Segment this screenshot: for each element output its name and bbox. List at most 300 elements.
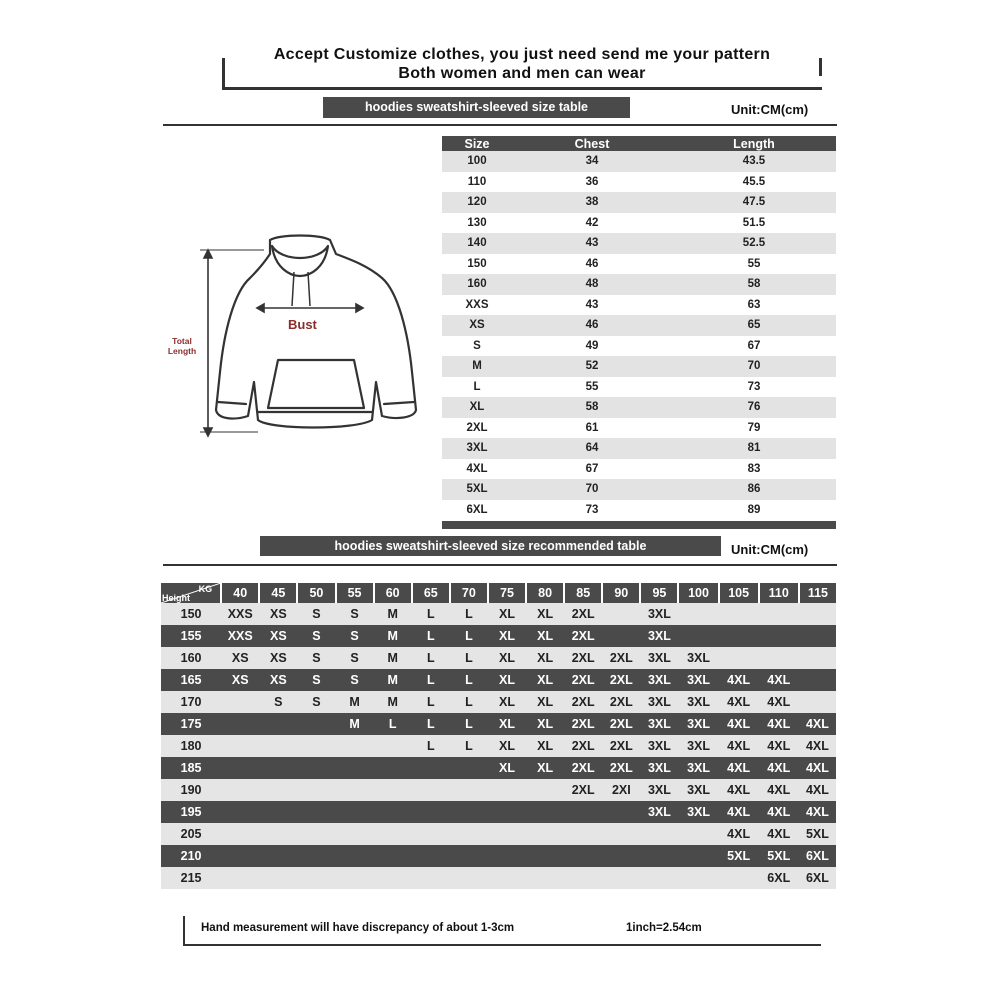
size-recommendation-cell bbox=[221, 801, 259, 823]
height-cell: 185 bbox=[161, 757, 221, 779]
size-cell: 5XL bbox=[466, 483, 488, 496]
size-row bbox=[442, 377, 836, 398]
size-recommendation-cell: 4XL bbox=[759, 713, 799, 735]
kg-header: 70 bbox=[450, 583, 488, 603]
size-recommendation-cell bbox=[488, 801, 526, 823]
kg-header: 95 bbox=[640, 583, 678, 603]
chest-cell: 49 bbox=[585, 339, 599, 352]
size-recommendation-cell: 4XL bbox=[799, 757, 836, 779]
height-cell: 175 bbox=[161, 713, 221, 735]
chest-cell: 55 bbox=[585, 380, 599, 393]
size-recommendation-cell bbox=[336, 823, 374, 845]
size-recommendation-cell bbox=[336, 735, 374, 757]
size-recommendation-cell: L bbox=[450, 713, 488, 735]
length-cell: 79 bbox=[747, 421, 761, 434]
size-recommendation-cell: L bbox=[412, 669, 450, 691]
size-recommendation-cell: L bbox=[450, 669, 488, 691]
recommend-row bbox=[161, 603, 836, 625]
total-length-label-line-1: Total bbox=[172, 336, 192, 346]
size-recommendation-cell bbox=[374, 735, 412, 757]
size-recommendation-cell bbox=[450, 823, 488, 845]
size-recommendation-cell bbox=[259, 801, 297, 823]
size-recommendation-cell bbox=[221, 867, 259, 889]
size-recommendation-cell bbox=[259, 779, 297, 801]
length-cell: 55 bbox=[747, 257, 761, 270]
size-recommendation-cell: XL bbox=[488, 691, 526, 713]
chest-cell: 58 bbox=[585, 401, 599, 414]
length-cell: 83 bbox=[747, 462, 761, 475]
kg-header: 80 bbox=[526, 583, 564, 603]
size-recommendation-cell: XL bbox=[488, 603, 526, 625]
size-row bbox=[442, 438, 836, 459]
size-recommendation-cell bbox=[450, 867, 488, 889]
col-length-header: Length bbox=[733, 136, 775, 151]
size-recommendation-cell: M bbox=[374, 669, 412, 691]
header-border-right bbox=[819, 58, 822, 76]
size-recommendation-cell: 4XL bbox=[759, 823, 799, 845]
length-cell: 86 bbox=[747, 483, 761, 496]
size-row bbox=[442, 479, 836, 500]
size-recommendation-cell bbox=[526, 779, 564, 801]
size-recommendation-cell bbox=[564, 823, 602, 845]
header-border-left bbox=[222, 58, 225, 90]
recommend-row bbox=[161, 625, 836, 647]
size-recommendation-cell: 6XL bbox=[799, 867, 836, 889]
size-recommendation-cell: XL bbox=[488, 669, 526, 691]
chest-cell: 34 bbox=[585, 155, 599, 168]
recommend-table-unit: Unit:CM(cm) bbox=[731, 542, 809, 557]
size-cell: 2XL bbox=[466, 421, 488, 434]
size-table-header bbox=[442, 136, 836, 151]
size-recommendation-cell bbox=[488, 845, 526, 867]
length-cell: 43.5 bbox=[742, 155, 766, 168]
size-recommendation-cell: 2XL bbox=[564, 647, 602, 669]
size-recommendation-cell: XXS bbox=[221, 625, 259, 647]
footer-box bbox=[183, 916, 821, 946]
header-border-bottom bbox=[222, 87, 822, 90]
corner-kg-label: KG bbox=[198, 584, 213, 594]
size-recommendation-cell bbox=[374, 779, 412, 801]
size-recommendation-cell: 3XL bbox=[678, 713, 718, 735]
size-recommendation-cell bbox=[412, 779, 450, 801]
size-recommendation-cell bbox=[602, 603, 640, 625]
size-recommendation-cell: 2XL bbox=[564, 735, 602, 757]
size-recommendation-cell: L bbox=[412, 735, 450, 757]
size-recommendation-cell: 3XL bbox=[678, 647, 718, 669]
size-cell: XS bbox=[469, 319, 485, 332]
size-recommendation-cell: 2XL bbox=[602, 669, 640, 691]
size-recommendation-cell bbox=[374, 867, 412, 889]
size-recommendation-cell: L bbox=[450, 691, 488, 713]
size-recommendation-cell: M bbox=[374, 625, 412, 647]
bust-label: Bust bbox=[288, 317, 317, 332]
section-divider-2 bbox=[163, 564, 837, 566]
kg-header: 105 bbox=[719, 583, 759, 603]
footer-border-left bbox=[183, 916, 185, 946]
size-recommendation-cell: 3XL bbox=[640, 647, 678, 669]
size-recommendation-cell: XS bbox=[221, 647, 259, 669]
chest-cell: 43 bbox=[585, 237, 599, 250]
size-recommendation-cell: 3XL bbox=[640, 713, 678, 735]
size-cell: M bbox=[472, 360, 482, 373]
size-recommendation-cell bbox=[297, 845, 335, 867]
size-recommendation-cell: L bbox=[450, 647, 488, 669]
length-cell: 65 bbox=[747, 319, 761, 332]
chest-cell: 70 bbox=[585, 483, 599, 496]
size-recommendation-cell: 4XL bbox=[799, 735, 836, 757]
size-recommendation-cell bbox=[759, 647, 799, 669]
size-cell: S bbox=[473, 339, 481, 352]
size-recommendation-cell bbox=[412, 845, 450, 867]
size-recommendation-cell: L bbox=[412, 691, 450, 713]
size-recommendation-cell: L bbox=[450, 603, 488, 625]
size-row bbox=[442, 192, 836, 213]
size-recommendation-cell: 3XL bbox=[640, 757, 678, 779]
size-cell: 150 bbox=[467, 257, 487, 270]
size-recommendation-cell: 4XL bbox=[719, 801, 759, 823]
size-recommendation-cell: 2XL bbox=[564, 669, 602, 691]
size-recommendation-cell bbox=[759, 603, 799, 625]
size-recommendation-cell bbox=[564, 867, 602, 889]
size-recommendation-cell: XL bbox=[526, 757, 564, 779]
size-recommendation-cell: XL bbox=[526, 735, 564, 757]
size-recommendation-cell: 3XL bbox=[678, 757, 718, 779]
size-recommendation-cell bbox=[412, 757, 450, 779]
size-recommendation-cell bbox=[640, 823, 678, 845]
size-recommendation-cell: L bbox=[412, 603, 450, 625]
inch-conversion: 1inch=2.54cm bbox=[626, 922, 702, 934]
size-recommendation-cell bbox=[526, 845, 564, 867]
size-row bbox=[442, 213, 836, 234]
size-recommendation-cell bbox=[336, 801, 374, 823]
size-recommendation-cell: 6XL bbox=[799, 845, 836, 867]
height-cell: 180 bbox=[161, 735, 221, 757]
measurement-note: Hand measurement will have discrepancy of about 1-3cm bbox=[201, 922, 515, 934]
size-recommendation-cell bbox=[297, 867, 335, 889]
size-recommendation-cell bbox=[678, 823, 718, 845]
size-recommendation-cell bbox=[602, 845, 640, 867]
size-recommendation-cell: 2XL bbox=[602, 713, 640, 735]
size-recommendation-cell: 4XL bbox=[759, 801, 799, 823]
size-recommendation-cell: L bbox=[412, 713, 450, 735]
size-table bbox=[442, 136, 836, 520]
kg-header: 115 bbox=[799, 583, 836, 603]
length-cell: 47.5 bbox=[742, 196, 766, 209]
size-recommendation-cell: 2XL bbox=[564, 691, 602, 713]
total-length-label bbox=[162, 336, 202, 356]
size-recommendation-cell bbox=[564, 845, 602, 867]
size-recommendation-cell: L bbox=[450, 735, 488, 757]
size-recommendation-cell bbox=[221, 823, 259, 845]
col-chest-header: Chest bbox=[574, 136, 610, 151]
size-recommendation-cell: 2XL bbox=[602, 735, 640, 757]
header-line-1: Accept Customize clothes, you just need send me your pattern bbox=[273, 46, 771, 63]
length-cell: 67 bbox=[747, 339, 761, 352]
recommend-row bbox=[161, 867, 836, 889]
kg-header: 100 bbox=[678, 583, 718, 603]
size-recommendation-cell: L bbox=[374, 713, 412, 735]
height-cell: 155 bbox=[161, 625, 221, 647]
size-recommendation-cell bbox=[412, 801, 450, 823]
recommend-row bbox=[161, 735, 836, 757]
size-recommendation-cell bbox=[719, 603, 759, 625]
size-recommendation-cell: 2XL bbox=[602, 691, 640, 713]
size-recommendation-cell: M bbox=[374, 647, 412, 669]
size-recommendation-cell: 3XL bbox=[640, 779, 678, 801]
size-recommendation-cell: 3XL bbox=[678, 801, 718, 823]
chest-cell: 38 bbox=[585, 196, 599, 209]
size-recommendation-cell bbox=[374, 845, 412, 867]
size-recommendation-cell bbox=[640, 867, 678, 889]
chest-cell: 43 bbox=[585, 298, 599, 311]
size-recommendation-cell: XL bbox=[526, 713, 564, 735]
size-recommendation-cell bbox=[488, 823, 526, 845]
size-recommendation-cell bbox=[221, 757, 259, 779]
size-recommendation-cell bbox=[564, 801, 602, 823]
chest-cell: 52 bbox=[585, 360, 599, 373]
height-cell: 190 bbox=[161, 779, 221, 801]
chest-cell: 67 bbox=[585, 462, 599, 475]
size-row bbox=[442, 254, 836, 275]
recommend-row bbox=[161, 691, 836, 713]
size-recommendation-cell: 3XL bbox=[640, 691, 678, 713]
kg-header: 40 bbox=[221, 583, 259, 603]
size-recommendation-cell: XL bbox=[488, 713, 526, 735]
size-recommendation-cell: 2XL bbox=[564, 779, 602, 801]
size-recommendation-cell: 4XL bbox=[719, 669, 759, 691]
size-cell: 4XL bbox=[466, 462, 488, 475]
size-recommendation-cell bbox=[640, 845, 678, 867]
size-recommendation-cell: 4XL bbox=[719, 691, 759, 713]
size-recommendation-cell: L bbox=[450, 625, 488, 647]
size-recommendation-cell: S bbox=[259, 691, 297, 713]
size-recommendation-cell bbox=[602, 625, 640, 647]
size-recommendation-cell bbox=[450, 779, 488, 801]
size-recommendation-cell: 4XL bbox=[719, 735, 759, 757]
size-cell: 6XL bbox=[466, 503, 488, 516]
size-recommendation-cell bbox=[678, 603, 718, 625]
size-recommendation-cell: XL bbox=[488, 735, 526, 757]
size-row bbox=[442, 151, 836, 172]
recommend-row bbox=[161, 669, 836, 691]
height-cell: 205 bbox=[161, 823, 221, 845]
length-cell: 52.5 bbox=[742, 237, 766, 250]
size-recommendation-cell bbox=[799, 691, 836, 713]
length-cell: 76 bbox=[747, 401, 761, 414]
size-row bbox=[442, 315, 836, 336]
size-recommendation-cell bbox=[719, 867, 759, 889]
size-recommendation-cell: 6XL bbox=[759, 867, 799, 889]
size-row bbox=[442, 336, 836, 357]
size-recommendation-cell: L bbox=[412, 647, 450, 669]
size-cell: 140 bbox=[467, 237, 487, 250]
size-recommendation-cell bbox=[336, 779, 374, 801]
recommend-row bbox=[161, 845, 836, 867]
size-cell: XL bbox=[469, 401, 485, 414]
header-box bbox=[222, 44, 822, 90]
size-recommendation-cell: 3XL bbox=[678, 669, 718, 691]
chest-cell: 36 bbox=[585, 175, 599, 188]
kg-header: 65 bbox=[412, 583, 450, 603]
size-recommendation-cell: XL bbox=[526, 603, 564, 625]
size-recommendation-cell: S bbox=[297, 691, 335, 713]
size-recommendation-cell: 3XL bbox=[678, 735, 718, 757]
size-recommendation-cell: S bbox=[297, 669, 335, 691]
size-recommendation-cell bbox=[488, 867, 526, 889]
size-recommendation-cell: 2XL bbox=[602, 757, 640, 779]
size-recommendation-cell: 5XL bbox=[799, 823, 836, 845]
corner-header bbox=[161, 583, 221, 603]
size-recommendation-cell bbox=[259, 845, 297, 867]
size-recommendation-cell: 3XL bbox=[640, 603, 678, 625]
size-cell: 100 bbox=[467, 155, 487, 168]
length-cell: 70 bbox=[747, 360, 761, 373]
section-divider bbox=[163, 124, 837, 126]
kg-header: 60 bbox=[374, 583, 412, 603]
height-cell: 210 bbox=[161, 845, 221, 867]
height-cell: 160 bbox=[161, 647, 221, 669]
size-recommendation-cell: 2XL bbox=[564, 713, 602, 735]
corner-height-label: Height bbox=[162, 593, 190, 603]
size-row bbox=[442, 172, 836, 193]
size-cell: XXS bbox=[465, 298, 489, 311]
size-recommendation-cell bbox=[488, 779, 526, 801]
size-recommendation-cell bbox=[526, 867, 564, 889]
size-recommendation-cell bbox=[450, 757, 488, 779]
size-recommendation-cell: S bbox=[336, 603, 374, 625]
size-recommendation-cell bbox=[799, 647, 836, 669]
length-cell: 89 bbox=[747, 503, 761, 516]
size-recommendation-cell bbox=[678, 867, 718, 889]
size-recommendation-cell: XL bbox=[526, 691, 564, 713]
size-recommendation-cell: 2XL bbox=[564, 757, 602, 779]
size-recommendation-cell bbox=[678, 625, 718, 647]
recommend-row bbox=[161, 823, 836, 845]
size-recommendation-cell bbox=[221, 779, 259, 801]
size-row bbox=[442, 459, 836, 480]
chest-cell: 64 bbox=[585, 442, 599, 455]
size-cell: 110 bbox=[467, 175, 487, 188]
size-recommendation-cell: 3XL bbox=[640, 735, 678, 757]
size-recommendation-cell: XL bbox=[488, 647, 526, 669]
size-recommendation-cell bbox=[450, 845, 488, 867]
size-row bbox=[442, 397, 836, 418]
size-recommendation-cell bbox=[221, 713, 259, 735]
size-recommendation-cell bbox=[374, 757, 412, 779]
size-recommendation-cell: 4XL bbox=[759, 669, 799, 691]
size-recommendation-cell: XS bbox=[259, 669, 297, 691]
chest-cell: 73 bbox=[585, 503, 599, 516]
size-cell: 160 bbox=[467, 278, 487, 291]
size-recommendation-cell bbox=[450, 801, 488, 823]
size-recommendation-cell: XS bbox=[259, 625, 297, 647]
size-recommendation-cell: M bbox=[374, 603, 412, 625]
recommend-table bbox=[161, 583, 836, 889]
size-recommendation-cell bbox=[759, 625, 799, 647]
size-recommendation-cell bbox=[259, 867, 297, 889]
size-recommendation-cell bbox=[526, 801, 564, 823]
size-cell: 3XL bbox=[466, 442, 488, 455]
kg-header: 90 bbox=[602, 583, 640, 603]
size-cell: 120 bbox=[467, 196, 487, 209]
size-recommendation-cell: 4XL bbox=[759, 691, 799, 713]
size-recommendation-cell: 3XL bbox=[640, 625, 678, 647]
size-recommendation-cell: XS bbox=[221, 669, 259, 691]
size-recommendation-cell: 4XL bbox=[759, 735, 799, 757]
chest-cell: 48 bbox=[585, 278, 599, 291]
size-recommendation-cell bbox=[799, 603, 836, 625]
kg-header: 55 bbox=[336, 583, 374, 603]
size-recommendation-cell bbox=[297, 779, 335, 801]
size-recommendation-cell bbox=[297, 757, 335, 779]
kg-header: 110 bbox=[759, 583, 799, 603]
kg-header: 75 bbox=[488, 583, 526, 603]
size-recommendation-cell bbox=[297, 823, 335, 845]
size-recommendation-cell: 2XL bbox=[602, 647, 640, 669]
size-recommendation-cell: S bbox=[336, 669, 374, 691]
size-recommendation-cell: 3XL bbox=[640, 801, 678, 823]
size-recommendation-cell bbox=[259, 735, 297, 757]
size-recommendation-cell bbox=[719, 647, 759, 669]
height-cell: 215 bbox=[161, 867, 221, 889]
kg-header: 50 bbox=[297, 583, 335, 603]
size-row bbox=[442, 295, 836, 316]
length-cell: 81 bbox=[747, 442, 761, 455]
size-recommendation-cell bbox=[374, 823, 412, 845]
size-recommendation-cell bbox=[602, 867, 640, 889]
size-recommendation-cell: 5XL bbox=[719, 845, 759, 867]
recommend-row bbox=[161, 647, 836, 669]
recommend-row bbox=[161, 801, 836, 823]
length-cell: 73 bbox=[747, 380, 761, 393]
length-cell: 45.5 bbox=[742, 175, 766, 188]
size-recommendation-cell bbox=[297, 735, 335, 757]
size-row bbox=[442, 500, 836, 521]
size-recommendation-cell bbox=[336, 757, 374, 779]
recommend-table-title: hoodies sweatshirt-sleeved size recommended table bbox=[260, 536, 721, 556]
size-table-footer-bar bbox=[442, 521, 836, 529]
chest-cell: 61 bbox=[585, 421, 599, 434]
size-recommendation-cell: 3XL bbox=[678, 779, 718, 801]
size-recommendation-cell bbox=[412, 867, 450, 889]
size-row bbox=[442, 356, 836, 377]
size-recommendation-cell: 4XL bbox=[719, 713, 759, 735]
size-cell: L bbox=[473, 380, 481, 393]
size-recommendation-cell: XL bbox=[526, 647, 564, 669]
size-recommendation-cell bbox=[336, 845, 374, 867]
chest-cell: 46 bbox=[585, 257, 599, 270]
size-recommendation-cell: 3XL bbox=[678, 691, 718, 713]
size-recommendation-cell: M bbox=[336, 691, 374, 713]
length-cell: 58 bbox=[747, 278, 761, 291]
footer-border-bottom bbox=[183, 944, 821, 946]
size-recommendation-cell: 2XL bbox=[564, 603, 602, 625]
size-recommendation-cell: XS bbox=[259, 603, 297, 625]
size-recommendation-cell bbox=[336, 867, 374, 889]
size-recommendation-cell: S bbox=[297, 625, 335, 647]
size-recommendation-cell: M bbox=[336, 713, 374, 735]
size-recommendation-cell: S bbox=[297, 603, 335, 625]
length-cell: 51.5 bbox=[742, 216, 766, 229]
recommend-row bbox=[161, 713, 836, 735]
chest-cell: 46 bbox=[585, 319, 599, 332]
size-recommendation-cell bbox=[297, 713, 335, 735]
size-recommendation-cell bbox=[221, 691, 259, 713]
size-row bbox=[442, 418, 836, 439]
size-recommendation-cell bbox=[526, 823, 564, 845]
size-recommendation-cell bbox=[412, 823, 450, 845]
size-recommendation-cell: 2XI bbox=[602, 779, 640, 801]
